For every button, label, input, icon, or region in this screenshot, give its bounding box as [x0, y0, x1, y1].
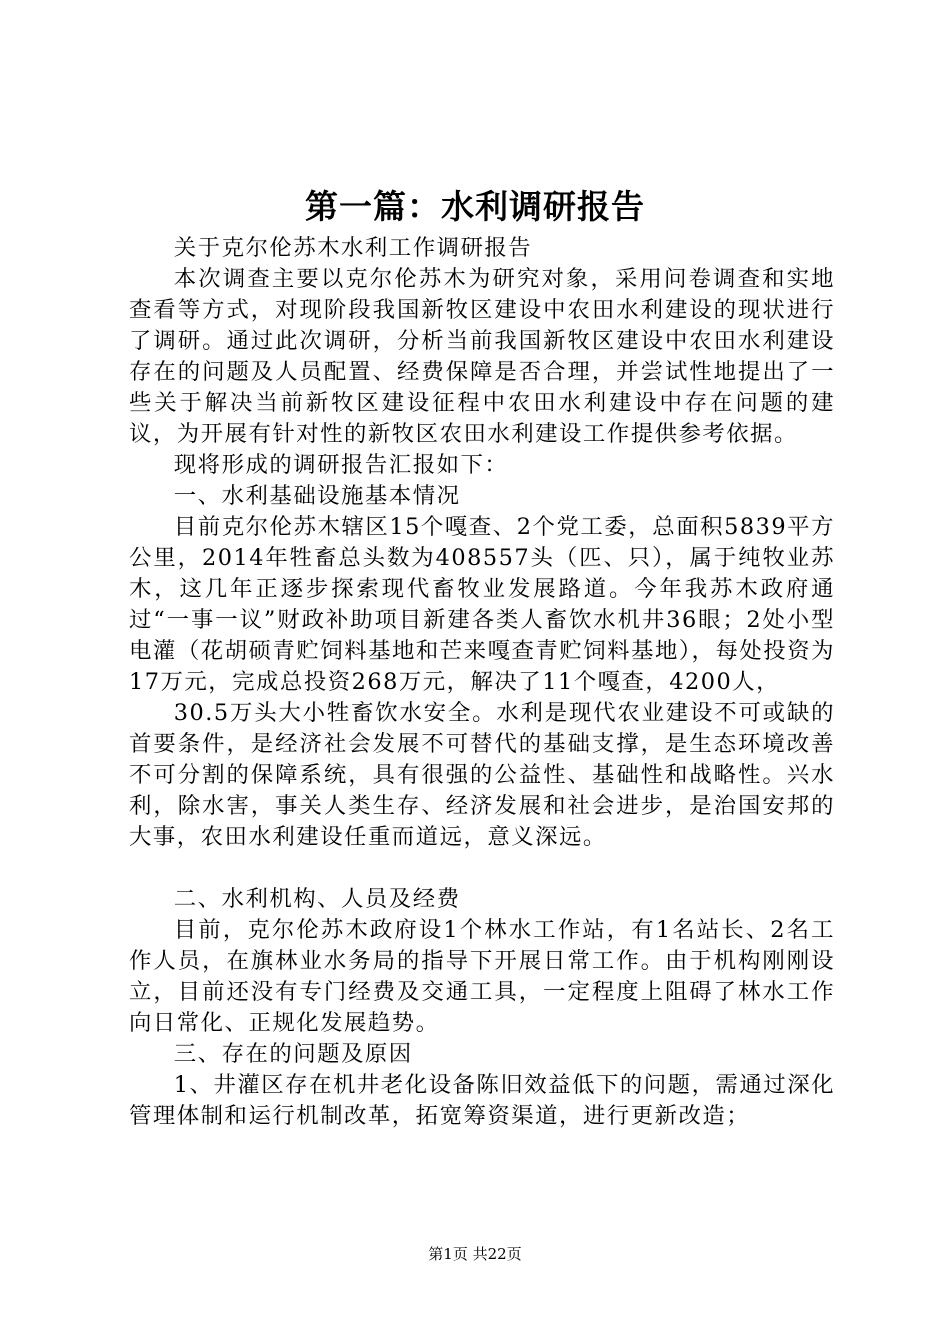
body-paragraph: 现将形成的调研报告汇报如下： — [173, 452, 509, 478]
section-heading: 三、存在的问题及原因 — [173, 1041, 413, 1067]
section-heading: 一、水利基础设施基本情况 — [173, 483, 461, 509]
section-heading: 二、水利机构、人员及经费 — [173, 886, 461, 912]
document-title: 第一篇：水利调研报告 — [305, 187, 645, 226]
report-subtitle: 关于克尔伦苏木水利工作调研报告 — [173, 235, 533, 261]
body-paragraph: 本次调查主要以克尔伦苏木为研究对象，采用问卷调查和实地查看等方式，对现阶段我国新牧区建设中农田水利建设的现状进行了调研。通过此次调研，分析当前我国新牧区建设中农田水利建设存在的问题及人员配置、经费保障是否合理，并尝试性地提出了一些关于解决当前新牧区建设征程中农田水利建设中存在问题的建议，为开展有针对性的新牧区农田水利建设工作提供参考依据。 — [129, 266, 835, 447]
document-body — [129, 233, 835, 1132]
page-footer: 第1页 共22页 — [428, 1245, 522, 1263]
body-paragraph: 1、井灌区存在机井老化设备陈旧效益低下的问题，需通过深化管理体制和运行机制改革，拓宽筹资渠道，进行更新改造； — [129, 1072, 835, 1129]
body-paragraph: 目前克尔伦苏木辖区15个嘎查、2个党工委，总面积5839平方公里，2014年牲畜总头数为408557头（匹、只），属于纯牧业苏木，这几年正逐步探索现代畜牧业发展路道。今年我苏木政府通过“一事一议”财政补助项目新建各类人畜饮水机井36眼；2处小型电灌（花胡硕青贮饲料基地和芒来嘎查青贮饲料基地），每处投资为17万元，完成总投资268万元，解决了11个嘎查，4200人， — [129, 514, 835, 695]
body-paragraph: 目前，克尔伦苏木政府设1个林水工作站，有1名站长、2名工作人员，在旗林业水务局的指导下开展日常工作。由于机构刚刚设立，目前还没有专门经费及交通工具，一定程度上阻碍了林水工作向日常化、正规化发展趋势。 — [129, 917, 835, 1036]
body-paragraph: 30.5万头大小牲畜饮水安全。水利是现代农业建设不可或缺的首要条件，是经济社会发展不可替代的基础支撑，是生态环境改善不可分割的保障系统，具有很强的公益性、基础性和战略性。兴水利，除水害，事关人类生存、经济发展和社会进步，是治国安邦的大事，农田水利建设任重而道远，意义深远。 — [129, 700, 835, 850]
